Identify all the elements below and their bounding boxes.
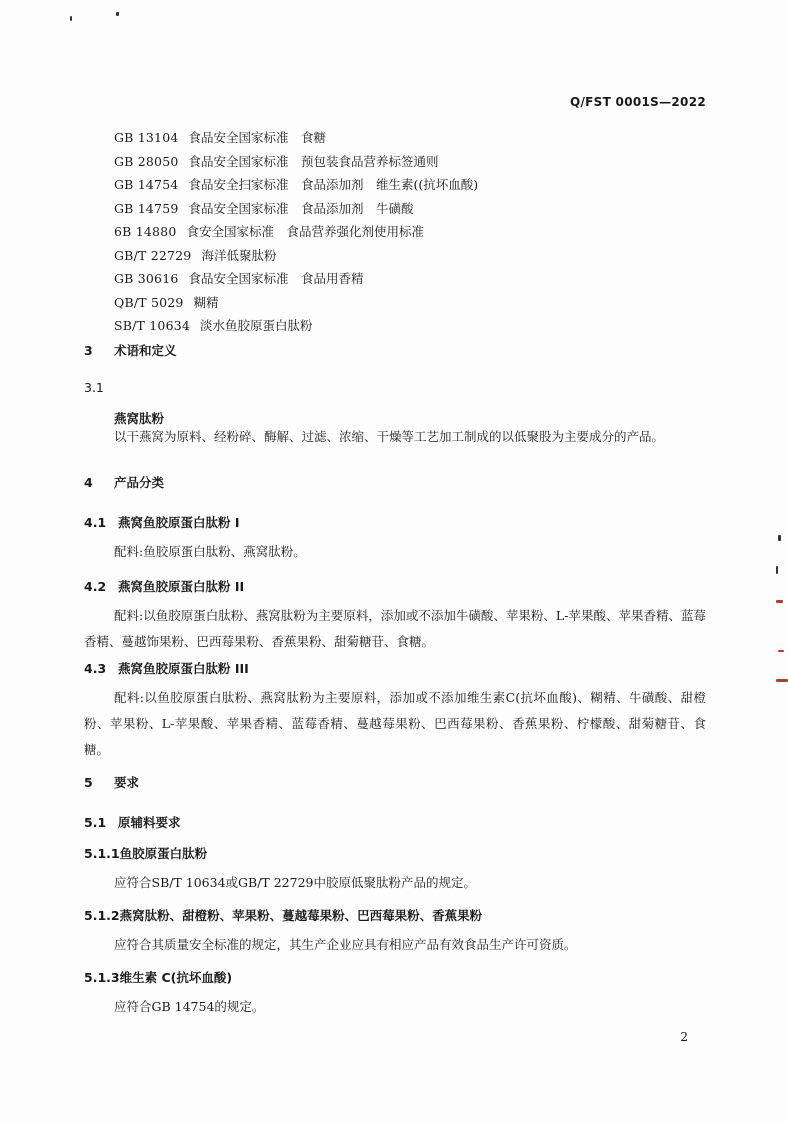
scan-mark: [70, 16, 72, 21]
scan-mark: [778, 535, 781, 541]
reference-row: [114, 220, 478, 244]
reference-code: GB/T 22729: [114, 247, 192, 263]
section-number: 5.1.2: [84, 908, 120, 923]
section-number: 4.3: [84, 661, 107, 676]
section-title: 产品分类: [114, 475, 165, 490]
paragraph-5-1-1: 应符合SB/T 10634或GB/T 22729中胶原低聚肽粉产品的规定。: [114, 875, 476, 890]
section-number: 4: [84, 475, 93, 490]
reference-row: [114, 197, 478, 221]
reference-code: GB 14759: [114, 200, 179, 216]
section-title: 原辅料要求: [118, 815, 181, 830]
section-number: 5: [84, 775, 93, 790]
scan-mark: [776, 679, 788, 682]
reference-title: 糊精: [193, 294, 219, 310]
section-number: 3: [84, 343, 93, 358]
document-code: Q/FST 0001S—2022: [569, 95, 706, 109]
section-heading-4-3: [84, 659, 249, 677]
scan-mark: [116, 12, 119, 16]
section-heading-5-1-2: [84, 906, 482, 924]
reference-code: SB/T 10634: [114, 318, 191, 333]
reference-code: GB 28050: [114, 153, 179, 169]
section-number: 5.1: [84, 815, 107, 830]
section-title: 燕窝肽粉、甜橙粉、苹果粉、蔓越莓果粉、巴西莓果粉、香蕉果粉: [119, 908, 483, 923]
reference-row: [114, 126, 478, 150]
section-number: 3.1: [84, 380, 104, 395]
section-heading-3: [84, 341, 177, 359]
section-title: 燕窝鱼胶原蛋白肽粉 I: [118, 515, 240, 530]
reference-code: GB 30616: [114, 271, 179, 286]
section-number: 4.1: [84, 515, 107, 530]
section-number: 5.1.3: [84, 970, 120, 985]
section-title: 燕窝鱼胶原蛋白肽粉 III: [118, 661, 249, 676]
reference-code: GB 14754: [114, 177, 179, 192]
reference-title: 淡水鱼胶原蛋白肽粉: [200, 318, 313, 333]
term-name: 燕窝肽粉: [114, 411, 165, 426]
reference-row: [114, 267, 478, 291]
section-heading-4-2: [84, 577, 244, 595]
section-title: 鱼胶原蛋白肽粉: [119, 846, 208, 861]
section-title: 燕窝鱼胶原蛋白肽粉 II: [118, 579, 245, 594]
section-title: 维生素 C(抗坏血酸): [119, 970, 233, 985]
paragraph-4-1: 配料:鱼胶原蛋白肽粉、燕窝肽粉。: [114, 544, 306, 559]
section-heading-5-1: [84, 813, 181, 831]
section-number: 4.2: [84, 579, 107, 594]
reference-code: 6B 14880: [114, 224, 177, 239]
reference-code: QB/T 5029: [114, 294, 184, 310]
section-title: 要求: [114, 775, 140, 790]
scan-mark: [776, 600, 783, 603]
section-heading-3-1: [84, 380, 114, 395]
scan-mark: [778, 650, 784, 652]
section-heading-4: [84, 473, 164, 491]
reference-row: [114, 173, 478, 197]
reference-row: [114, 314, 478, 338]
reference-title: 食品安全国家标准 食糖: [188, 130, 327, 145]
reference-row: [114, 291, 478, 315]
normative-references-list: [114, 126, 478, 338]
page-number: 2: [680, 1030, 688, 1044]
reference-code: GB 13104: [114, 130, 179, 145]
section-heading-5-1-3: [84, 968, 232, 986]
reference-title: 海洋低聚肽粉: [201, 247, 277, 263]
section-heading-4-1: [84, 513, 240, 531]
section-heading-5-1-1: [84, 844, 207, 862]
reference-row: [114, 244, 478, 268]
reference-title: 食品安全国家标准 食品添加剂 牛磺酸: [188, 200, 414, 216]
paragraph-4-3: 配料:以鱼胶原蛋白肽粉、燕窝肽粉为主要原料，添加或不添加维生素C(抗坏血酸)、糊精、牛磺酸、甜橙粉、苹果粉、L-苹果酸、苹果香精、蓝莓香精、蔓越莓果粉、巴西莓果粉、香蕉果粉、柠檬酸、甜菊糖苷、食糖。: [84, 690, 706, 757]
reference-title: 食安全国家标准 食品营养强化剂使用标准: [186, 224, 424, 239]
term-definition: 以干燕窝为原料、经粉碎、酶解、过滤、浓缩、干燥等工艺加工制成的以低聚股为主要成分的产品。: [114, 429, 665, 444]
reference-title: 食品安全扫家标准 食品添加剂 维生素((抗坏血酸): [188, 177, 479, 192]
paragraph-4-2: 配料:以鱼胶原蛋白肽粉、燕窝肽粉为主要原料，添加或不添加牛磺酸、苹果粉、L-苹果酸、苹果香精、蓝莓香精、蔓越饰果粉、巴西莓果粉、香蕉果粉、甜菊糖苷、食糖。: [84, 608, 706, 649]
paragraph-5-1-2: 应符合其质量安全标准的规定，其生产企业应具有相应产品有效食品生产许可资质。: [114, 937, 577, 952]
reference-title: 食品安全国家标准 预包装食品营养标签通则: [188, 153, 439, 169]
section-heading-5: [84, 773, 139, 791]
scan-mark: [776, 566, 778, 574]
section-title: 术语和定义: [114, 343, 177, 358]
reference-row: [114, 150, 478, 174]
section-number: 5.1.1: [84, 846, 120, 861]
reference-title: 食品安全国家标准 食品用香精: [188, 271, 364, 286]
paragraph-5-1-3: 应符合GB 14754的规定。: [114, 999, 265, 1014]
